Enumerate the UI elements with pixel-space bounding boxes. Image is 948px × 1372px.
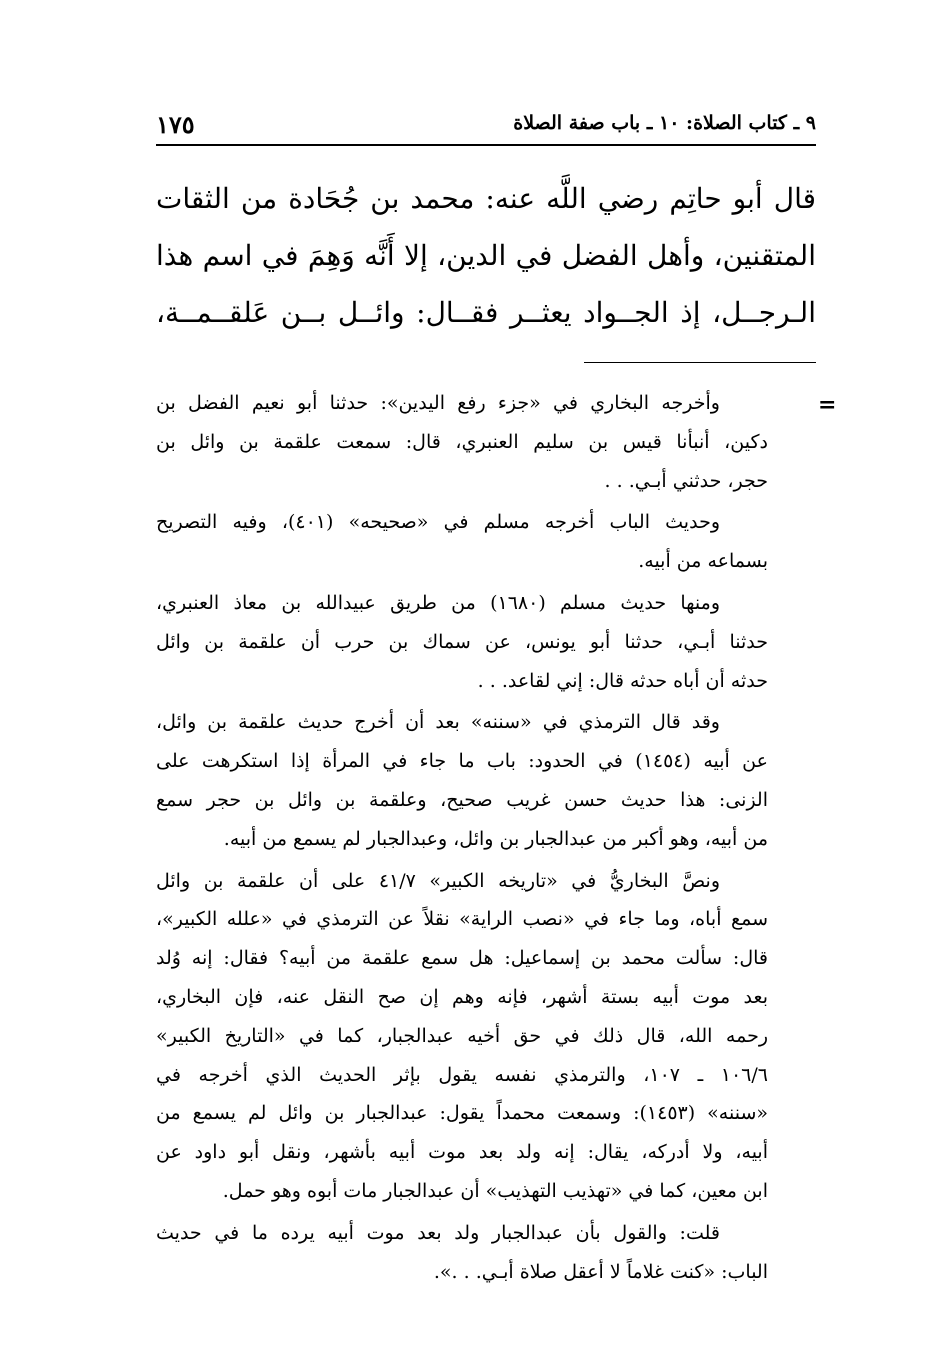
footnote-line: ١٠٦/٦ ـ ١٠٧، والترمذي نفسه يقول بإثر الحديث الذي أخرجه في — [156, 1063, 768, 1086]
running-title: ٩ ـ كتاب الصلاة: ١٠ ـ باب صفة الصلاة — [513, 112, 816, 134]
footnote-paragraph — [156, 703, 768, 858]
footnote-line: عن أبيه (١٤٥٤) في الحدود: باب ما جاء في المرأة إذا استكرهت على — [156, 750, 768, 773]
footnote-line: بعد موت أبيه بستة أشهر، فإنه وهم إن صح النقل عنه، فإن البخاري، — [156, 985, 768, 1008]
footnote-line: سمع أباه، وما جاء في «نصب الراية» نقلاً عن الترمذي في «علله الكبير»، — [156, 908, 768, 931]
footnote-line: الزنى: هذا حديث حسن غريب صحيح، وعلقمة بن وائل بن حجر سمع — [156, 788, 768, 811]
footnote-line: رحمه الله، قال ذلك في حق أخيه عبدالجبار، كما في «التاريخ الكبير» — [156, 1024, 768, 1047]
main-text-line: الـرجــل، إذ الجــواد يعثــر فقــال: وائــل بــن عَلقــمــة، — [156, 296, 816, 329]
main-text-line: المتقنين، وأهل الفضل في الدين، إلا أَنَّه وَهِمَ في اسم هذا — [156, 239, 816, 272]
footnote-line: ونصَّ البخاريُّ في «تاريخه الكبير» ٤١/٧ على أن علقمة بن وائل — [156, 869, 721, 892]
footnote-line: ابن معين، كما في «تهذيب التهذيب» أن عبدالجبار مات أبوه وهو حمل. — [222, 1179, 768, 1202]
footnote-line: «سننه» (١٤٥٣): وسمعت محمداً يقول: عبدالجبار بن وائل لم يسمع من — [156, 1102, 768, 1125]
footnote-line: حجر، حدثني أبـي. . . — [604, 469, 768, 492]
footnote-line: حدثه أن أباه حدثه قال: إني لقاعد. . . — [477, 669, 768, 692]
footnote-paragraph — [156, 384, 768, 500]
footnote-paragraph — [156, 862, 768, 1211]
footnote-line: أبيه، ولا أدركه، يقال: إنه ولد بعد موت أبيه بأشهر، ونقل أبو داود عن — [156, 1141, 768, 1164]
footnote-line: وأخرجه البخاري في «جزء رفع اليدين»: حدثنا أبو نعيم الفضل بن — [156, 392, 720, 414]
footnote-line: قلت: والقول بأن عبدالجبار ولد بعد موت أبيه يرده ما في حديث — [156, 1221, 720, 1244]
footnote-paragraph — [156, 503, 768, 581]
footnote-line: ومنها حديث مسلم (١٦٨٠) من طريق عبيدالله بن معاذ العنبري، — [156, 591, 720, 614]
footnote-line: الباب: «كنت غلاماً لا أعقل صلاة أبـي. . .». — [433, 1260, 768, 1283]
footnote-line: دكين، أنبأنا قيس بن سليم العنبري، قال: سمعت علقمة بن وائل بن — [156, 430, 768, 453]
footnotes — [156, 384, 768, 1294]
main-text-line: قال أبو حاتِم رضي اللَّه عنه: محمد بن جُحَادة من الثقات — [156, 182, 816, 215]
main-text — [156, 170, 816, 341]
footnote-separator — [584, 362, 816, 363]
footnote-line: من أبيه، وهو أكبر من عبدالجبار بن وائل، وعبدالجبار لم يسمع من أبيه. — [223, 827, 768, 850]
continuation-mark: = — [818, 392, 837, 418]
page-number: ١٧٥ — [156, 110, 195, 139]
footnote-line: بسماعه من أبيه. — [638, 550, 768, 573]
footnote-line: وقد قال الترمذي في «سننه» بعد أن أخرج حديث علقمة بن وائل، — [156, 711, 720, 734]
footnote-line: وحديث الباب أخرجه مسلم في «صحيحه» (٤٠١)، وفيه التصريح — [156, 511, 720, 534]
page-header — [156, 108, 816, 146]
footnote-line: حدثنا أبـي، حدثنا أبو يونس، عن سماك بن حرب أن علقمة بن وائل — [156, 630, 768, 653]
footnote-paragraph — [156, 584, 768, 700]
footnote-line: قال: سألت محمد بن إسماعيل: هل سمع علقمة من أبيه؟ فقال: إنه وُلد — [156, 947, 768, 970]
footnote-paragraph — [156, 1214, 768, 1292]
